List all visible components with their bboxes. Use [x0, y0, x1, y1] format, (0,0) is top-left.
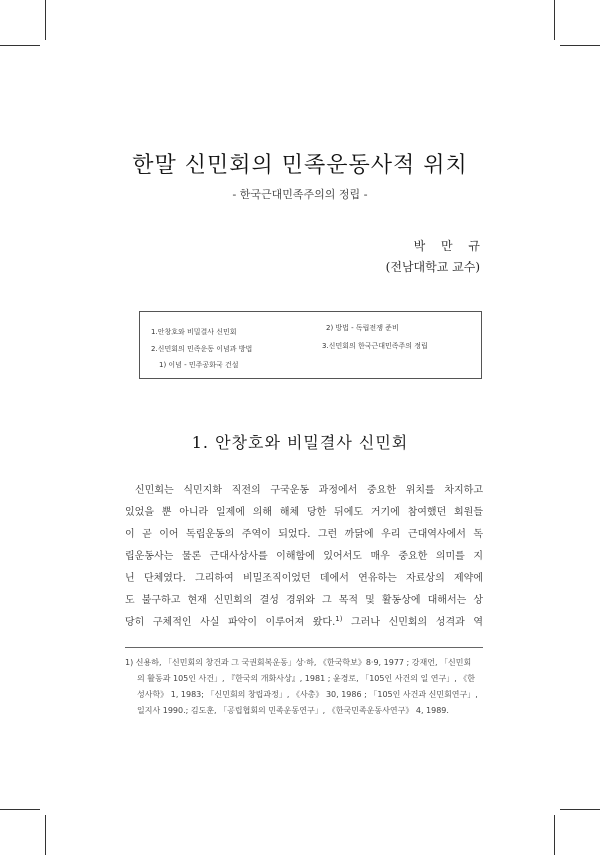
toc-item: 2) 방법 - 독립전쟁 준비 [326, 324, 399, 332]
crop-mark-top-right-h [560, 45, 600, 46]
author-affiliation: (전남대학교 교수) [385, 260, 480, 274]
author-block [385, 236, 486, 278]
body-line [125, 612, 483, 634]
toc-item: 1.안창호와 비밀결사 신민회 [151, 328, 237, 336]
body-line: 신민회는 식민지화 직전의 구국운동 과정에서 중요한 위치를 차지하고 [135, 485, 483, 496]
footnote-line: 일지사 1990.; 김도훈, 「공립협회의 민족운동연구」, 《한국민족운동사연구》 4, 1989. [137, 706, 449, 715]
author-name: 박 만 규 [413, 239, 486, 253]
section-heading: 1. 안창호와 비밀결사 신민회 [191, 433, 409, 452]
toc-item: 1) 이념 - 민주공화국 건설 [159, 361, 239, 369]
footnote-line: 성사학》 1, 1983; 「신민회의 창립과정」, 《사총》 30, 1986 ; 「105인 사건과 신민회연구」, [137, 690, 478, 699]
footnote-line: 의 활동과 105인 사건」, 『한국의 개화사상』, 1981 ; 윤경로, 「105인 사건의 일 연구」, 《한 [137, 674, 476, 683]
body-line: 이 곧 이어 독립운동의 주역이 되었다. 그런 까닭에 우리 근대역사에서 독 [125, 529, 483, 540]
crop-mark-bottom-right-h [560, 809, 600, 810]
crop-mark-bottom-left-h [0, 809, 40, 810]
body-line: 립운동사는 물론 근대사상사를 이해함에 있어서도 매우 중요한 의미를 지 [125, 551, 483, 562]
footnote [125, 655, 483, 719]
body-line: 있었을 뿐 아니라 일제에 의해 해체 당한 뒤에도 거기에 참여했던 회원들 [125, 507, 483, 518]
crop-mark-bottom-right [554, 815, 555, 855]
toc-item: 2.신민회의 민족운동 이념과 방법 [151, 345, 253, 353]
table-of-contents [139, 311, 482, 379]
body-line: 닌 단체였다. 그리하여 비밀조직이었던 데에서 연유하는 자료상의 제약에 [125, 573, 483, 584]
body-line: 도 불구하고 현재 신민회의 결성 경위와 그 목적 및 활동상에 대해서는 상 [125, 595, 483, 606]
footnote-ref[interactable]: 1) [335, 615, 343, 623]
crop-mark-top-left [45, 0, 46, 40]
paper-subtitle: - 한국근대민족주의의 정립 - [232, 188, 368, 201]
toc-item: 3.신민회의 한국근대민족주의 정립 [322, 342, 428, 350]
paper-title: 한말 신민회의 민족운동사적 위치 [132, 153, 468, 178]
footnote-line: 1) 신용하, 「신민회의 창건과 그 국권회복운동」상·하, 《한국학보》8·9, 1977 ; 강재언, 「신민회 [125, 658, 472, 667]
body-line-part: 그러나 신민회의 성격과 역 [342, 617, 483, 628]
body-paragraph [125, 480, 483, 634]
crop-mark-bottom-left [45, 815, 46, 855]
footnote-divider [125, 647, 483, 648]
crop-mark-top-left-h [0, 45, 40, 46]
body-line-part: 당히 구체적인 사실 파악이 이루어져 왔다. [125, 617, 336, 628]
crop-mark-top-right [554, 0, 555, 40]
